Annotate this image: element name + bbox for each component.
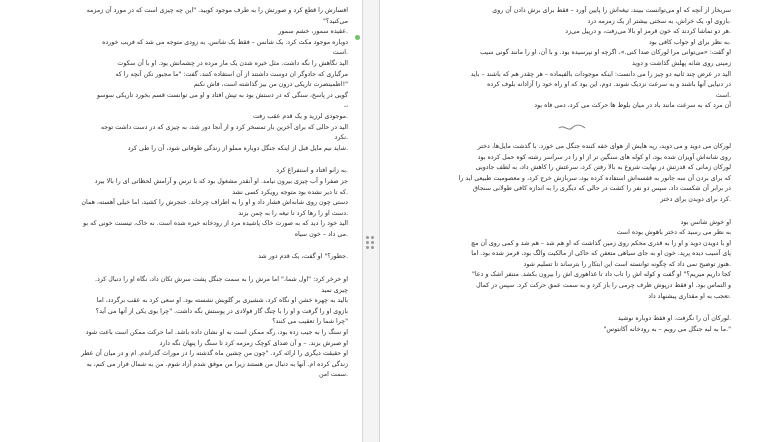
text-line: دستی چون روی شانه‌اش فشار داد و او را به اطراف چرخاند. خنجرش را کشید، اما خیلی آهسته، همان — [81, 199, 348, 207]
text-line: .بازوی او، یک خراش، به سختی بیشتر از یک زمزمه درد — [587, 17, 731, 25]
text-line: دوباره موجود مکث کرد. یک شانس – فقط یک شانس. به زودی متوجه می شد که فریب خورده — [102, 38, 348, 46]
text-line: و التماس بود. او فقط درپوش ظرف چرمی را باز کرد و به سمت عمق حرکت کرد. سپس در کمال — [476, 282, 731, 290]
text-line: او صبرش بزند. – و آن ضدای کوچک زمزمه کرد تا سنگ را پنهان نگه دارد — [159, 339, 348, 347]
left-page — [0, 0, 362, 442]
text-line: جز صفرا و آب چیزی بیرون نیامد. او آنقدر مشغول بود که با ترس و آرامش لحظاتی ای را بالا بیرد — [94, 177, 348, 185]
text-line: .لورکان آن را نگرفت. او فقط دوباره نوشید — [617, 315, 731, 323]
text-line: الید در حالی که برای آخرین بار تمسخر کرد و از آنجا دور شد، به چیزی که در دست داشت توجه — [100, 123, 348, 131]
paragraph — [12, 275, 348, 381]
ornament-divider-icon — [412, 124, 731, 132]
text-line: لورکان می دوید و می دوید، رپه هایش از هوای خفه کننده جنگل می خورد. با گذشت مایل‌ها، دختر — [477, 142, 731, 150]
text-line: .هنوز توضیح نمی داد که چگونه توانسته است این ابتکار را بترساند تا تسلیم شود — [523, 260, 731, 268]
text-line: ،، — [343, 102, 348, 110]
text-line: او گفت: «می‌توانی مرا لورکان صدا کنی.»، اگرچه او نپرسیده بود. و با آن، او را مانند گونی سیب — [480, 49, 731, 57]
text-line: .به نظر برای او جواب کافی بود — [648, 38, 731, 46]
text-line: به نظر می رسید که دختر باهوش بوده است — [616, 229, 731, 237]
text-line: .به زانو افتاد و استفراغ کرد — [276, 167, 348, 175]
text-line: او حقیقت دیگری را ارائه کرد. "چون من چشین ماه گذشته را در موراث گذراندم. ام و در میان آن عطر — [81, 350, 348, 358]
text-line: بالید به چهره خشن او نگاه کرد، ششیری بر گلویش نشسته بود. او سعی کرد به عقب برگردد، اما — [96, 297, 348, 305]
text-line: .عقیده سمور، خشم سمور — [278, 28, 348, 36]
text-line: مرگباری که جادوگر ان دوست داشتند از آن استفاده کنند، گفت: "ما مجبور نکن آنچه را که — [115, 70, 348, 78]
text-line: بازوی او را گرفت و او را با چنگ گاز فولادی در پوستش نگه داشت. "چرا بوی یکی از آنها می آید؟ — [95, 307, 348, 315]
text-line: .جطور؟" او گفت، یک قدم دور شد — [258, 253, 348, 261]
text-line: الید در عرض چند ثانیه دو چیز را می دانست: اینکه موجودات بالفیماده – هر چقدر هم که باشند – باید — [470, 70, 731, 78]
text-line: او خوش شانس بود — [680, 218, 731, 226]
paragraph — [12, 252, 348, 263]
text-line: زمینی روی شانه پهلش گذاشت و دوید — [631, 59, 731, 67]
text-line: آن مرد که به سرعت مانند باد در میان بلوط ها حرکت می کرد، دمی فاه بود — [534, 102, 731, 110]
paragraph — [412, 218, 731, 303]
text-line: پای آسیب دیده پرید. خون او به جای سیاهی متعفن که حاکی از مالکیت والگ بود، قرمز شده بود. اما — [471, 250, 731, 258]
paragraph — [412, 6, 731, 112]
text-line: او با دویدن دوید و او را به قدری محکم روی زمین گذاشت که او هم شد – هم شد و کمی روی آن مچ — [471, 239, 731, 247]
paragraph — [12, 166, 348, 240]
text-line: ".ما به لبه جنگل می رویم – به رودخانه آکانتوس" — [603, 325, 731, 333]
paragraph — [412, 142, 731, 206]
text-line: روی شانه‌اش آویزان شده بود، او کوله های سنگین تر از او را در سراسر رشته کوه حمل کرده بود — [477, 153, 731, 161]
left-page-text — [12, 6, 348, 442]
paragraph — [12, 6, 348, 154]
text-line: "!اطمینضرت تاریکی درون من بیز گذاشته است، فاش نکنم — [193, 81, 348, 89]
text-line: گویی در پاسخ، سنگی که در دستش بود به تپش افتاد و او می توانست قسم بخورد تاریکی سوسو — [96, 91, 348, 99]
text-line: افسارش را قطع کرد و صورتش را به طرف موجود کوبید. "این چه چیزی است که در مورد آن زمزمه — [86, 7, 348, 14]
text-line: .کرد برای دویدن برای دختر — [660, 195, 731, 203]
text-line: .نکرد — [334, 134, 348, 142]
paragraph — [412, 314, 731, 335]
text-line: که برای بردن آن سه جانور به قفسه‌اش استفاده کرده بود، سربازش خرج کرد، و معصومیت طبیعی اید را — [458, 174, 731, 182]
status-dot-icon — [355, 35, 360, 40]
text-line: چیزی نمید — [321, 286, 348, 294]
text-line: .است — [715, 91, 731, 99]
text-line: .می داد – خون سیاه — [294, 230, 348, 238]
text-line: .شاید نیم مایل قبل از اینکه جنگل دوباره مملو از زندگی طوفانی شود، آن را طی کرد — [127, 144, 348, 152]
text-line: .موجودی لرزید و یک قدم عقب رفت — [252, 112, 348, 120]
right-page — [378, 0, 759, 442]
text-line: الید خود را دید که به صورت خاک پاشیده مرد از رودخانه خیره شده است. نه خاک، تیسنت خونی که بو — [83, 220, 348, 228]
text-line: او سنگ را به جیب زده بود، رگه ممکن است به او نشان داده باشد. اما حرکت ممکن است باعث شود — [85, 329, 348, 337]
right-page-text — [412, 6, 731, 442]
text-line: او خرخر کرد: "اول شما،" اما مرش را به سمت جنگل پشت سرش تکان داد، نگاه او را دنبال کرد. — [94, 276, 348, 284]
text-line: الید نگاهش را نگه داشت. مثل خیره شدن یک مار مرده در چشمانش بود. او با آن سکوت — [117, 59, 348, 67]
text-line: سربخار از آنچه که او می‌توانست ببیند، تیغه‌اش را پایین آورد – فقط برای برش دادن آن روی — [492, 7, 731, 14]
text-line: لورکان زمانی که قدرتش در نهایت شروع به بالا رفتن کرد، سرعتش را کاهش داد، به لطف جادویی — [475, 164, 731, 172]
text-line: .که تا دیر نشده بود متوجه رویکرد کسی نشد — [232, 188, 348, 196]
text-line: در دنیایی آنها باشند و به سرعت نزدیک شوند. دوم، این بود که او راه خود را آزادانه بلوف کرده — [487, 81, 731, 89]
drag-handle-icon[interactable] — [366, 236, 374, 248]
text-line: "چرا شما را تعقیب می کنند؟ — [272, 318, 348, 326]
text-line: کجا داریم میریم؟" او گفت و کوله اش را تاب داد تا غذاهوری اش را بیرون بکشد. متنفر اشک و دعا" — [471, 271, 731, 279]
text-line: .هر دو تماشا کردند که خون قرمز او بالا می‌رفت، و درپیل می‌زد — [565, 28, 731, 36]
text-line: .سمت امن — [318, 371, 348, 379]
text-line: .است — [332, 49, 348, 57]
text-line: در برابر آن شکست داد، سپس دو نفر را کشت در حالی که دیگری را به اندازه کافی طولانی سنجاق — [473, 185, 731, 193]
text-line: .تعجب به او مقداری پیشنهاد داد — [648, 292, 731, 300]
text-line: زندگی کرده ام. آنها به دنبال من هستند زیرا من موفق شدم آزاد شوم. من به شمال فرار می کنم، به — [86, 360, 348, 368]
text-line: .دست او را رها کرد تا تیغه را به چمن بزند — [238, 209, 348, 217]
text-line: می‌کنید؟" — [323, 17, 348, 25]
